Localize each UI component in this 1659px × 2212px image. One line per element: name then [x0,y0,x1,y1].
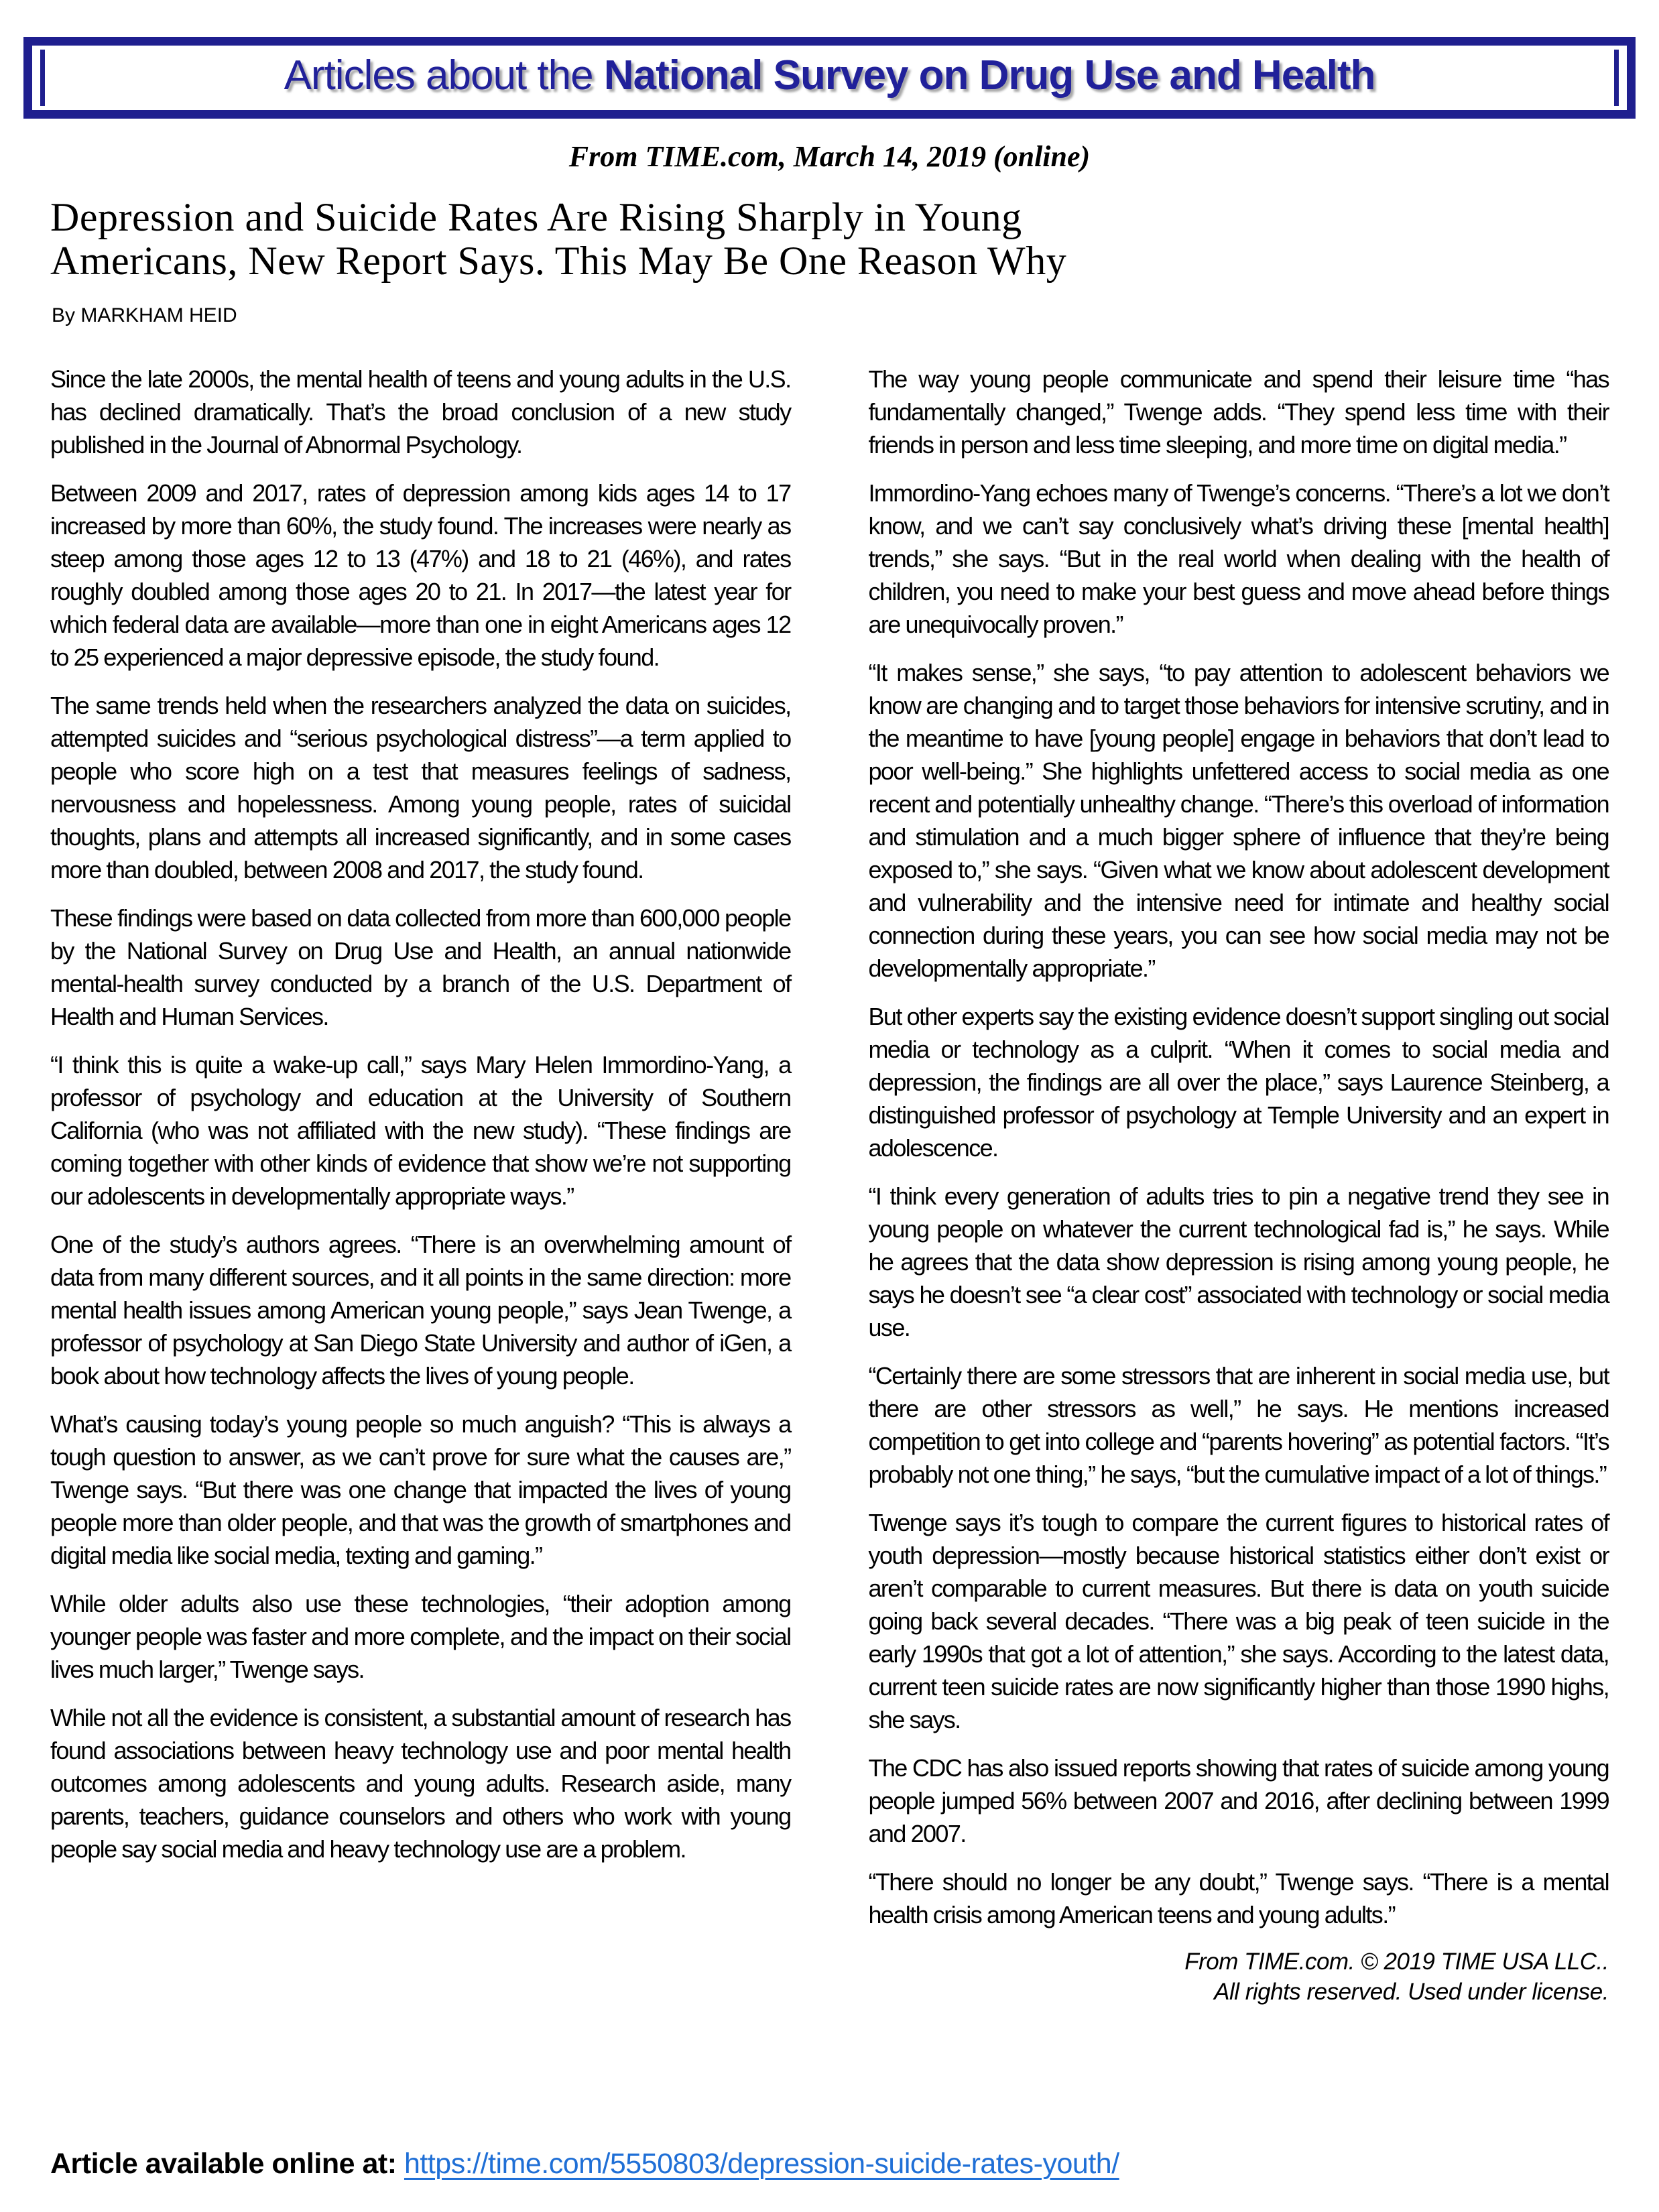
article-paragraph: Immordino-Yang echoes many of Twenge’s concerns. “There’s a lot we don’t know, and we can’t say conclusively what’s driving these [mental health] trends,” she says. “But in the real world when dealing with the health of children, you need to make your best guess and move ahead before things are unequivocally proven.” [868,479,1609,638]
article-paragraph: Since the late 2000s, the mental health of teens and young adults in the U.S. has declined dramatically. That’s the broad conclusion of a new study published in the Journal of Abnormal Psychology. [50,365,791,458]
banner-title [284,52,1375,101]
column-right [869,363,1609,2007]
online-label: Article available online at: [50,2148,397,2180]
credit-line-1: From TIME.com. © 2019 TIME USA LLC.. [1184,1949,1609,1975]
article-url-link[interactable]: https://time.com/5550803/depression-suicide-rates-youth/ [404,2148,1119,2180]
banner-inner-border [40,50,1619,106]
online-availability [50,2146,1119,2181]
article-paragraph: These findings were based on data collected from more than 600,000 people by the National Survey on Drug Use and Health, an annual nationwide mental-health survey conducted by a branch of the U.S. Department of Health and Human Services. [50,904,791,1030]
banner-title-bold: National Survey on Drug Use and Health [603,52,1375,99]
article-paragraph: One of the study’s authors agrees. “There is an overwhelming amount of data from many different sources, and it all points in the same direction: more mental health issues among American young people,” says Jean Twenge, a professor of psychology at San Diego State University and author of iGen, a book about how technology affects the lives of young people. [50,1231,791,1390]
banner-title-regular: Articles about the [284,52,604,99]
credit-line-2: All rights reserved. Used under license. [1214,1979,1609,2005]
source-line: From TIME.com, March 14, 2019 (online) [568,140,1091,173]
article-paragraph: “I think every generation of adults tries to pin a negative trend they see in young people on whatever the current technological fad is,” he says. While he agrees that the data show depression is rising among young people, he says he doesn’t see “a clear cost” associated with technology or social media use. [868,1182,1609,1341]
article-body [50,363,1609,2007]
article-paragraph: “It makes sense,” she says, “to pay attention to adolescent behaviors we know are changing and to target those behaviors for intensive scrutiny, and in the meantime to have [young people] engage in behaviors that don’t lead to poor well-being.” She highlights unfettered access to social media as one recent and potentially unhealthy change. “There’s this overload of information and stimulation and a much bigger sphere of influence that they’re being exposed to,” she says. “Given what we know about adolescent development and vulnerability and the intensive need for intimate and healthy social connection during these years, you can see how social media may not be developmentally appropriate.” [868,659,1609,982]
article-paragraph: The same trends held when the researchers analyzed the data on suicides, attempted suicides and “serious psychological distress”—a term applied to people who score high on a test that measures feelings of sadness, nervousness and hopelessness. Among young people, rates of suicidal thoughts, plans and attempts all increased significantly, and in some cases more than doubled, between 2008 and 2017, the study found. [50,692,791,883]
article-title-line2: Americans, New Report Says. This May Be One Reason Why [50,239,1067,283]
article-paragraph: “Certainly there are some stressors that are inherent in social media use, but there are other stressors as well,” he says. He mentions increased competition to get into college and “parents hovering” as potential factors. “It’s probably not one thing,” he says, “but the cumulative impact of a lot of things.” [868,1362,1609,1488]
byline: By MARKHAM HEID [52,304,237,326]
article-title [50,196,1619,283]
banner-box [23,37,1636,119]
article-title-line1: Depression and Suicide Rates Are Rising Sharply in Young [50,195,1022,239]
article-paragraph: Twenge says it’s tough to compare the current figures to historical rates of youth depression—mostly because historical statistics either don’t exist or aren’t comparable to current measures. But there is data on youth suicide going back several decades. “There was a big peak of teen suicide in the early 1990s that got a lot of attention,” she says. According to the latest data, current teen suicide rates are now significantly higher than those 1990 highs, she says. [868,1509,1609,1733]
article-paragraph: While not all the evidence is consistent, a substantial amount of research has found associations between heavy technology use and poor mental health outcomes among adolescents and young adults. Research aside, many parents, teachers, guidance counselors and others who work with young people say social media and heavy technology use are a problem. [50,1704,791,1863]
article-paragraph: But other experts say the existing evidence doesn’t support singling out social media or technology as a culprit. “When it comes to social media and depression, the findings are all over the place,” says Laurence Steinberg, a distinguished professor of psychology at Temple University and an expert in adolescence. [868,1003,1609,1162]
article-paragraph: What’s causing today’s young people so much anguish? “This is always a tough question to answer, as we can’t prove for sure what the causes are,” Twenge says. “But there was one change that impacted the lives of young people more than older people, and that was the growth of smartphones and digital media like social media, texting and gaming.” [50,1410,791,1569]
credit-notice [869,1947,1609,2007]
article-paragraph: Between 2009 and 2017, rates of depression among kids ages 14 to 17 increased by more than 60%, the study found. The increases were nearly as steep among those ages 12 to 13 (47%) and 18 to 21 (46%), and rates roughly doubled among those ages 20 to 21. In 2017—the latest year for which federal data are available—more than one in eight Americans ages 12 to 25 experienced a major depressive episode, the study found. [50,479,791,671]
column-left [50,363,791,2007]
article-paragraph: The way young people communicate and spend their leisure time “has fundamentally changed,” Twenge adds. “They spend less time with their friends in person and less time sleeping, and more time on digital media.” [868,365,1609,458]
article-paragraph: “There should no longer be any doubt,” Twenge says. “There is a mental health crisis among American teens and young adults.” [868,1868,1609,1928]
article-paragraph: The CDC has also issued reports showing that rates of suicide among young people jumped 56% between 2007 and 2016, after declining between 1999 and 2007. [868,1754,1609,1847]
article-paragraph: “I think this is quite a wake-up call,” says Mary Helen Immordino-Yang, a professor of psychology and education at the University of Southern California (who was not affiliated with the new study). “These findings are coming together with other kinds of evidence that show we’re not supporting our adolescents in developmentally appropriate ways.” [50,1051,791,1210]
article-paragraph: While older adults also use these technologies, “their adoption among younger people was faster and more complete, and the impact on their social lives much larger,” Twenge says. [50,1590,791,1683]
